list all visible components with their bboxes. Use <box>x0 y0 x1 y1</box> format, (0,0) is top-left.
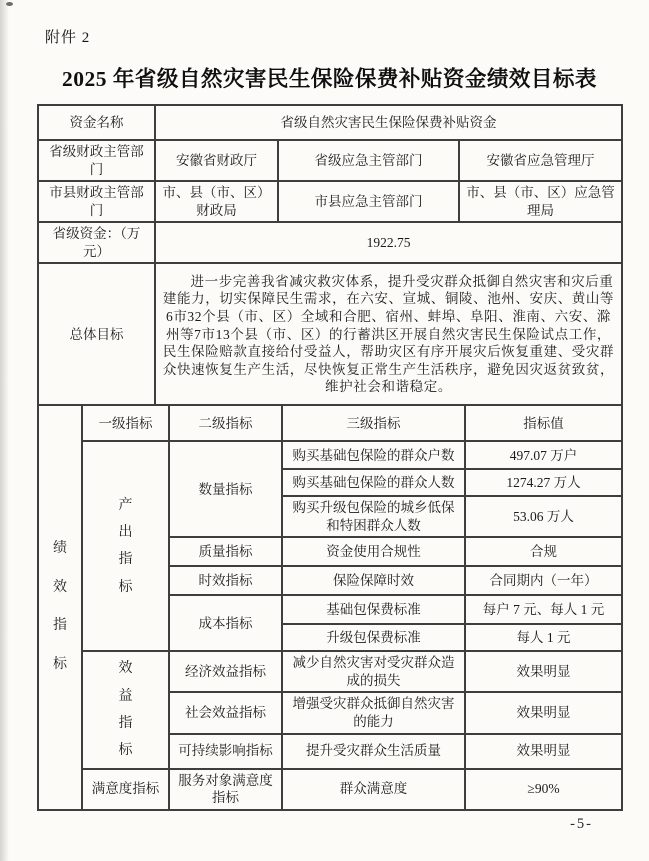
indicator-row <box>38 441 622 469</box>
level2-economic-label: 经济效益指标 <box>169 651 282 692</box>
fund-amount-row <box>38 222 622 263</box>
prov-finance-dept-label: 省级财政主管部门 <box>38 140 155 181</box>
overall-goal-label: 总体目标 <box>38 263 155 405</box>
indicator-value: 效果明显 <box>465 692 622 733</box>
indicator-header-row <box>38 405 622 441</box>
indicator-name: 提升受灾群众生活质量 <box>282 734 465 769</box>
indicator-value: 1274.27 万人 <box>465 469 622 496</box>
level2-cost-label: 成本指标 <box>169 595 282 651</box>
level2-service-satisfaction-label: 服务对象满意度指标 <box>169 769 282 810</box>
city-finance-dept-label: 市县财政主管部门 <box>38 181 155 222</box>
col-header-value: 指标值 <box>465 405 622 441</box>
indicator-value: ≥90% <box>465 769 622 810</box>
col-header-level2: 二级指标 <box>169 405 282 441</box>
indicator-value: 合同期内（一年） <box>465 566 622 595</box>
page-number: -5- <box>570 816 593 832</box>
indicator-value: 效果明显 <box>465 734 622 769</box>
col-header-level3: 三级指标 <box>282 405 465 441</box>
level2-timeliness-label: 时效指标 <box>169 566 282 595</box>
prov-emergency-dept-value: 安徽省应急管理厅 <box>459 140 622 181</box>
fund-name-row <box>38 105 622 140</box>
fund-amount-label: 省级资金：（万元） <box>38 222 155 263</box>
indicator-name: 减少自然灾害对受灾群众造成的损失 <box>282 651 465 692</box>
indicator-value: 效果明显 <box>465 651 622 692</box>
overall-goal-row <box>38 263 622 405</box>
indicator-value: 每户 7 元、每人 1 元 <box>465 595 622 624</box>
level2-quantity-label: 数量指标 <box>169 441 282 537</box>
indicator-name: 群众满意度 <box>282 769 465 810</box>
indicator-name: 升级包保费标准 <box>282 624 465 651</box>
indicator-row <box>38 769 622 810</box>
indicator-name: 购买升级包保险的城乡低保和特困群众人数 <box>282 496 465 537</box>
scan-artifact <box>6 2 13 6</box>
indicator-value: 合规 <box>465 537 622 566</box>
overall-goal-text: 进一步完善我省减灾救灾体系，提升受灾群众抵御自然灾害和灾后重建能力，切实保障民生需求，在六安、宣城、铜陵、池州、安庆、黄山等6市32个县（市、区）全域和合肥、宿州、蚌埠、阜阳、淮南、六安、滁州等7市13个县（市、区）的行蓄洪区开展自然灾害民生保险试点工作，民生保险赔款直接给付受益人，帮助灾区有序开展灾后恢复重建、受灾群众快速恢复生产生活，尽快恢复正常生产生活秩序，避免因灾返贫致贫，维护社会和谐稳定。 <box>155 263 622 405</box>
city-county-depts-row <box>38 181 622 222</box>
indicator-value: 53.06 万人 <box>465 496 622 537</box>
prov-emergency-dept-label: 省级应急主管部门 <box>278 140 459 181</box>
indicator-row <box>38 651 622 692</box>
info-table <box>37 104 623 406</box>
provincial-depts-row <box>38 140 622 181</box>
indicator-name: 增强受灾群众抵御自然灾害的能力 <box>282 692 465 733</box>
level1-benefit-label: 效益指标 <box>82 651 169 768</box>
attachment-label: 附件 2 <box>45 30 91 46</box>
city-finance-dept-value: 市、县（市、区）财政局 <box>155 181 278 222</box>
indicator-table <box>37 404 623 810</box>
city-emergency-dept-value: 市、县（市、区）应急管理局 <box>459 181 622 222</box>
prov-finance-dept-value: 安徽省财政厅 <box>155 140 278 181</box>
level2-quality-label: 质量指标 <box>169 537 282 566</box>
perf-indicator-group-label: 绩效指标 <box>38 405 82 809</box>
indicator-name: 购买基础包保险的群众户数 <box>282 441 465 469</box>
indicator-name: 购买基础包保险的群众人数 <box>282 469 465 496</box>
level2-sustainable-label: 可持续影响指标 <box>169 734 282 769</box>
indicator-name: 基础包保费标准 <box>282 595 465 624</box>
page-title: 2025 年省级自然灾害民生保险保费补贴资金绩效目标表 <box>62 67 597 91</box>
fund-amount-value: 1922.75 <box>155 222 622 263</box>
col-header-level1: 一级指标 <box>82 405 169 441</box>
fund-name-value: 省级自然灾害民生保险保费补贴资金 <box>155 105 622 140</box>
indicator-value: 497.07 万户 <box>465 441 622 469</box>
indicator-name: 保险保障时效 <box>282 566 465 595</box>
level1-output-label: 产出指标 <box>82 441 169 651</box>
level2-social-label: 社会效益指标 <box>169 692 282 733</box>
fund-name-label: 资金名称 <box>38 105 155 140</box>
level1-satisfaction-label: 满意度指标 <box>82 769 169 810</box>
indicator-name: 资金使用合规性 <box>282 537 465 566</box>
indicator-value: 每人 1 元 <box>465 624 622 651</box>
city-emergency-dept-label: 市县应急主管部门 <box>278 181 459 222</box>
